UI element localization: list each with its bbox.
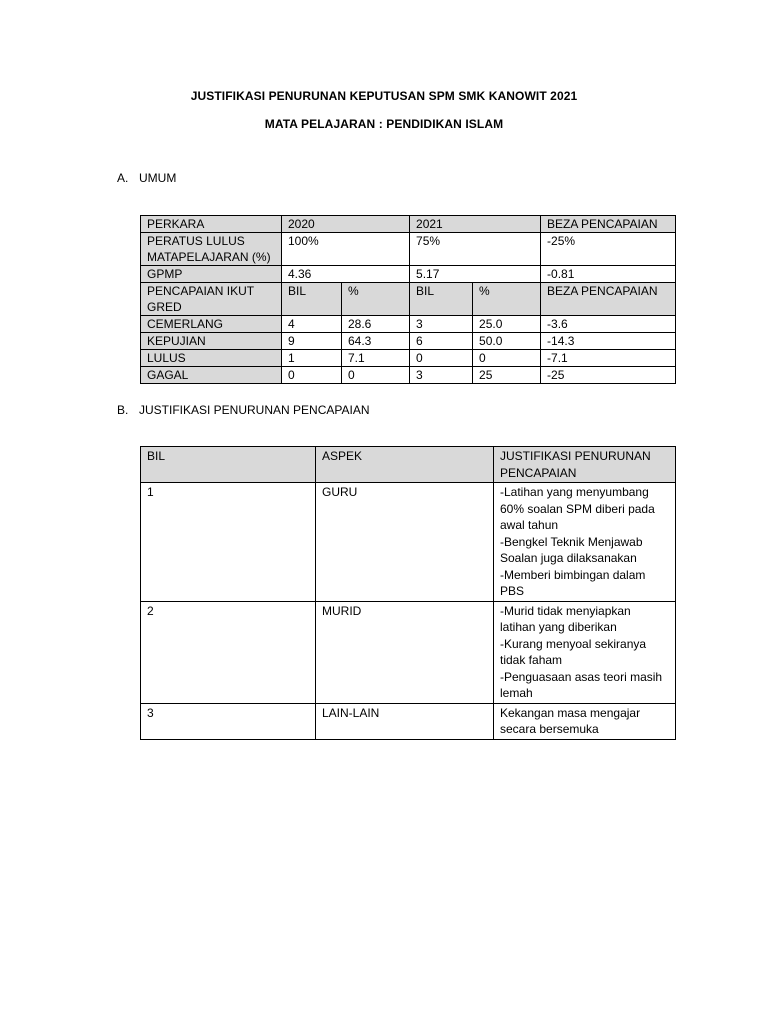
document-title: JUSTIFIKASI PENURUNAN KEPUTUSAN SPM SMK KANOWIT 2021: [190, 89, 578, 103]
table-cell: 6: [410, 333, 473, 350]
aspek-cell: LAIN-LAIN: [316, 703, 494, 739]
table-cell: -7.1: [541, 350, 676, 367]
row-label: PERATUS LULUS MATAPELAJARAN (%): [141, 233, 282, 266]
table-cell: 50.0: [473, 333, 541, 350]
table-header-cell: PERKARA: [141, 216, 282, 233]
table-header-cell: BIL: [141, 447, 316, 483]
table-header-cell: %: [342, 283, 410, 316]
section-a-heading: [117, 171, 176, 185]
table-cell: 0: [282, 367, 342, 384]
table-header-cell: BIL: [282, 283, 342, 316]
row-label: GAGAL: [141, 367, 282, 384]
grade-header-row: [141, 283, 676, 316]
justification-line: Kekangan masa mengajar secara bersemuka: [500, 705, 641, 736]
table-row: [141, 350, 676, 367]
table-cell: 0: [473, 350, 541, 367]
table-cell: 75%: [410, 233, 541, 266]
justification-table: [140, 446, 676, 740]
table-header-row: [141, 447, 676, 483]
row-label: CEMERLANG: [141, 316, 282, 333]
row-label: KEPUJIAN: [141, 333, 282, 350]
bil-cell: 3: [141, 703, 316, 739]
justification-line: -Memberi bimbingan dalam PBS: [500, 567, 646, 598]
table-header-cell: ASPEK: [316, 447, 494, 483]
table-cell: 4.36: [282, 266, 410, 283]
table-cell: 64.3: [342, 333, 410, 350]
table-header-cell: BEZA PENCAPAIAN: [541, 216, 676, 233]
table-row: [141, 233, 676, 266]
table-header-cell: PENCAPAIAN IKUT GRED: [141, 283, 282, 316]
justification-line: -Bengkel Teknik Menjawab Soalan juga dilaksanakan: [500, 534, 643, 565]
table-cell: -3.6: [541, 316, 676, 333]
table-cell: 100%: [282, 233, 410, 266]
table-cell: 3: [410, 316, 473, 333]
table-cell: -0.81: [541, 266, 676, 283]
justification-cell: [494, 601, 676, 703]
table-row: [141, 316, 676, 333]
bil-cell: 1: [141, 483, 316, 602]
bil-cell: 2: [141, 601, 316, 703]
table-row: [141, 367, 676, 384]
table-cell: 3: [410, 367, 473, 384]
table-cell: 5.17: [410, 266, 541, 283]
justification-line: -Kurang menyoal sekiranya tidak faham: [500, 636, 647, 667]
justification-cell: [494, 703, 676, 739]
justification-line: -Latihan yang menyumbang 60% soalan SPM diberi pada awal tahun: [500, 485, 655, 532]
table-header-cell: 2021: [410, 216, 541, 233]
table-cell: -14.3: [541, 333, 676, 350]
justification-line: -Murid tidak menyiapkan latihan yang diberikan: [500, 603, 631, 634]
table-row: [141, 601, 676, 703]
table-header-cell: BIL: [410, 283, 473, 316]
table-row: [141, 266, 676, 283]
row-label: LULUS: [141, 350, 282, 367]
aspek-cell: GURU: [316, 483, 494, 602]
subject-title: MATA PELAJARAN : PENDIDIKAN ISLAM: [264, 117, 504, 131]
justification-cell: [494, 483, 676, 602]
table-row: [141, 483, 676, 602]
table-header-cell: %: [473, 283, 541, 316]
section-a-label: UMUM: [139, 171, 177, 185]
table-cell: 28.6: [342, 316, 410, 333]
table-header-cell: BEZA PENCAPAIAN: [541, 283, 676, 316]
table-row: [141, 333, 676, 350]
table-cell: 9: [282, 333, 342, 350]
section-b-letter: B.: [117, 403, 129, 417]
table-header-cell: 2020: [282, 216, 410, 233]
section-a-letter: A.: [117, 171, 129, 185]
table-header-cell: JUSTIFIKASI PENURUNAN PENCAPAIAN: [494, 447, 676, 483]
table-cell: 4: [282, 316, 342, 333]
table-header-row: [141, 216, 676, 233]
table-cell: 25.0: [473, 316, 541, 333]
table-cell: 0: [342, 367, 410, 384]
table-row: [141, 703, 676, 739]
table-cell: 1: [282, 350, 342, 367]
section-b-label: JUSTIFIKASI PENURUNAN PENCAPAIAN: [139, 403, 370, 417]
table-cell: 0: [410, 350, 473, 367]
justification-line: -Penguasaan asas teori masih lemah: [500, 669, 663, 700]
table-cell: -25: [541, 367, 676, 384]
row-label: GPMP: [141, 266, 282, 283]
results-table: [140, 215, 676, 384]
aspek-cell: MURID: [316, 601, 494, 703]
table-cell: 7.1: [342, 350, 410, 367]
table-cell: -25%: [541, 233, 676, 266]
section-b-heading: [117, 403, 369, 417]
table-cell: 25: [473, 367, 541, 384]
